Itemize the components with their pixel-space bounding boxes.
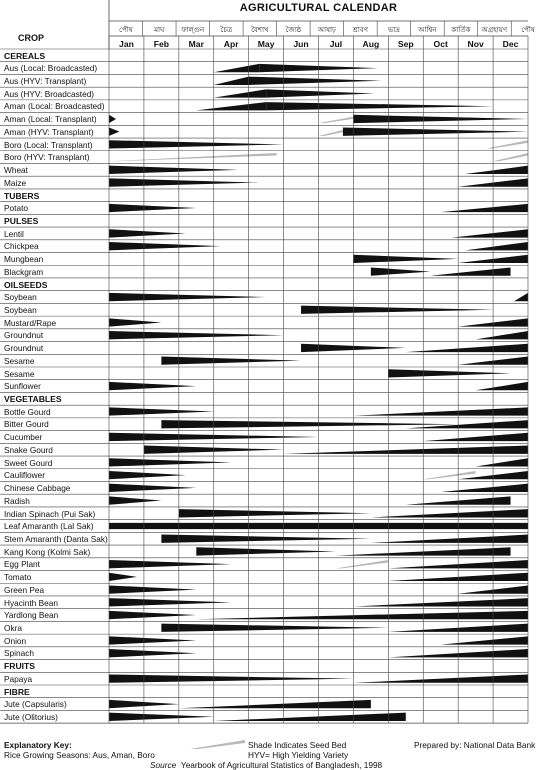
bengali-month-label: পৌষ [521, 26, 535, 34]
month-label-sep: Sep [397, 39, 414, 49]
bengali-month-label: ভাদ্র [387, 26, 400, 34]
crop-column-header: CROP [18, 33, 45, 43]
crop-period-bar [161, 356, 301, 364]
bengali-month-label: পৌষ [119, 26, 133, 34]
crop-label: Sweet Gourd [4, 457, 53, 468]
bengali-month-label: আশ্বিন [418, 26, 437, 34]
crop-period-bar [353, 598, 528, 606]
crop-period-bar [161, 420, 458, 428]
month-label-nov: Nov [467, 39, 484, 49]
crop-label: Mungbean [4, 254, 44, 265]
crop-period-bar [196, 102, 266, 110]
section-heading: CEREALS [4, 50, 46, 61]
crop-period-bar [109, 382, 196, 390]
crop-period-bar [179, 700, 371, 708]
crop-label: Cauliflower [4, 470, 46, 481]
crop-period-bar [109, 674, 353, 682]
crop-period-bar [465, 166, 528, 174]
crop-period-bar [476, 331, 528, 339]
crop-period-bar [284, 446, 528, 454]
crop-period-bar [109, 713, 214, 721]
crop-period-bar [109, 178, 259, 186]
crop-label: Papaya [4, 673, 33, 684]
crop-period-bar [388, 369, 510, 377]
crop-period-bar [441, 204, 528, 212]
month-label-jan: Jan [119, 39, 134, 49]
crop-period-bar [196, 547, 336, 555]
key-title: Explanatory Key: [4, 740, 72, 750]
crop-label: Lentil [4, 228, 24, 239]
crop-period-bar [214, 64, 259, 72]
month-label-jul: Jul [329, 39, 343, 49]
crop-period-bar [109, 636, 196, 644]
crop-label: Okra [4, 623, 22, 633]
month-label-may: May [257, 39, 275, 49]
crop-period-bar [196, 611, 528, 619]
bengali-month-label: বৈশাখ [251, 26, 269, 34]
crop-period-bar [109, 484, 196, 492]
crop-period-bar [336, 560, 388, 568]
crop-period-bar [161, 535, 371, 543]
crop-label: Egg Plant [4, 559, 40, 570]
crop-label: Soybean [4, 305, 37, 315]
crop-period-bar [301, 306, 493, 314]
crop-label: Radish [4, 495, 30, 506]
month-label-jun: Jun [293, 39, 309, 49]
key-line: Rice Growing Seasons: Aus, Aman, Boro [4, 750, 155, 760]
crop-label: Chinese Cabbage [4, 483, 71, 494]
crop-label: Jute (Olitorius) [4, 712, 58, 723]
crop-label: Aus (HYV: Broadcasted) [4, 88, 95, 99]
crop-label: Kang Kong (Kolmi Sak) [4, 546, 91, 557]
crop-period-bar [161, 624, 388, 632]
crop-period-bar [109, 611, 196, 619]
bengali-month-label: ফাল্গুন [181, 26, 205, 34]
crop-period-bar [179, 509, 371, 517]
crop-period-bar [493, 153, 528, 161]
crop-period-bar [353, 674, 528, 682]
bengali-month-label: মাঘ [154, 26, 165, 34]
crop-label: Cucumber [4, 432, 43, 443]
bengali-month-label: চৈত্র [220, 26, 233, 34]
crop-label: Sesame [4, 355, 35, 366]
bengali-month-label: অগ্রহায়ণ [481, 26, 508, 34]
bengali-month-label: শ্রাবণ [352, 26, 368, 34]
crop-period-bar [430, 267, 510, 275]
crop-period-bar [109, 140, 284, 148]
crop-period-bar [109, 318, 161, 326]
crop-label: Groundnut [4, 330, 44, 341]
crop-period-bar [486, 140, 528, 148]
crop-period-bar [266, 89, 374, 97]
crop-label: Boro (HYV: Transplant) [4, 152, 90, 163]
crop-period-bar [371, 267, 430, 275]
crop-label: Bottle Gourd [4, 406, 51, 417]
crop-label: Blackgram [4, 266, 44, 277]
crop-label: Wheat [4, 165, 28, 176]
crop-label: Aus (Local: Broadcasted) [4, 63, 98, 74]
crop-label: Sesame [4, 368, 35, 379]
crop-label: Green Pea [4, 584, 45, 595]
crop-label: Spinach [4, 648, 34, 659]
bengali-month-label: জ্যৈষ্ঠ [285, 26, 302, 34]
crop-label: Snake Gourd [4, 444, 53, 455]
crop-period-bar [266, 102, 493, 110]
crop-period-bar [109, 331, 284, 339]
crop-period-bar [353, 255, 458, 263]
section-heading: PULSES [4, 215, 39, 226]
section-heading: FRUITS [4, 661, 36, 672]
crop-period-bar [109, 293, 266, 301]
crop-label: Bitter Gourd [4, 419, 49, 430]
crop-period-bar [109, 229, 186, 237]
crop-period-bar [514, 293, 528, 301]
section-heading: OILSEEDS [4, 279, 48, 290]
crop-period-bar [109, 204, 196, 212]
crop-period-bar [214, 77, 249, 85]
crop-label: Chickpea [4, 241, 39, 252]
section-heading: TUBERS [4, 190, 40, 201]
bengali-month-label: কার্তিক [451, 26, 471, 34]
crop-period-bar [214, 713, 406, 721]
prepared-by: Prepared by: National Data Bank [414, 740, 536, 750]
section-heading: FIBRE [4, 686, 30, 697]
seed-bed-note: Shade Indicates Seed Bed [248, 740, 347, 750]
section-heading: VEGETABLES [4, 394, 62, 405]
crop-label: Onion [4, 635, 27, 646]
crop-period-bar [371, 509, 528, 517]
seed-bed-legend-swatch [190, 740, 245, 750]
crop-period-bar [109, 166, 238, 174]
crop-period-bar [343, 128, 528, 136]
crop-label: Groundnut [4, 343, 44, 354]
crop-period-bar [441, 484, 528, 492]
crop-label: Aman (Local: Broadcasted) [4, 101, 105, 112]
crop-label: Stem Amaranth (Danta Sak) [4, 533, 108, 544]
crop-label: Leaf Amaranth (Lal Sak) [4, 521, 94, 532]
crop-period-bar [109, 458, 231, 466]
crop-period-bar [214, 89, 266, 97]
crop-label: Sunflower [4, 381, 41, 392]
crop-period-bar [406, 344, 528, 352]
crop-period-bar [109, 115, 116, 123]
crop-period-bar [109, 496, 161, 504]
month-label-feb: Feb [153, 39, 169, 49]
calendar-title: AGRICULTURAL CALENDAR [239, 2, 398, 14]
crop-period-bar [109, 471, 186, 479]
month-label-mar: Mar [188, 39, 204, 49]
crop-period-bar [451, 229, 528, 237]
month-label-aug: Aug [362, 39, 380, 49]
crop-label: Aman (HYV: Transplant) [4, 126, 94, 137]
crop-period-bar [441, 636, 528, 644]
bengali-month-label: আষাঢ় [317, 26, 336, 34]
crop-period-bar [371, 535, 528, 543]
crop-label: Soybean [4, 292, 37, 303]
crop-period-bar [353, 407, 528, 415]
crop-period-bar [109, 560, 231, 568]
crop-period-bar [109, 598, 231, 606]
crop-label: Boro (Local: Transplant) [4, 139, 93, 150]
crop-label: Jute (Capsularis) [4, 699, 67, 710]
crop-label: Yardlong Bean [4, 610, 59, 621]
crop-period-bar [476, 458, 528, 466]
month-label-apr: Apr [223, 39, 239, 49]
crop-period-bar [109, 585, 196, 593]
crop-label: Mustard/Rape [4, 317, 57, 328]
crop-period-bar [423, 433, 528, 441]
crop-period-bar [465, 242, 528, 250]
crop-period-bar [109, 128, 119, 136]
crop-period-bar [109, 573, 137, 581]
crop-label: Hyacinth Bean [4, 597, 58, 608]
crop-label: Maize [4, 177, 27, 188]
hyv-note: HYV= High Yielding Variety [248, 750, 349, 760]
crop-label: Potato [4, 203, 28, 214]
crop-period-bar [423, 471, 475, 479]
crop-label: Aus (HYV: Transplant) [4, 76, 87, 87]
crop-period-bar [109, 407, 214, 415]
month-label-oct: Oct [433, 39, 448, 49]
crop-label: Aman (Local: Transplant) [4, 114, 97, 125]
crop-period-bar [109, 649, 196, 657]
crop-period-bar [249, 77, 382, 85]
crop-period-bar [109, 242, 221, 250]
crop-period-bar [109, 153, 277, 161]
crop-label: Indian Spinach (Pui Sak) [4, 508, 96, 519]
source-line: Source Yearbook of Agricultural Statistics of Bangladesh, 1998 [150, 760, 383, 770]
crop-label: Tomato [4, 572, 32, 583]
crop-period-bar [476, 382, 528, 390]
crop-period-bar [353, 115, 528, 123]
month-label-dec: Dec [502, 39, 519, 49]
